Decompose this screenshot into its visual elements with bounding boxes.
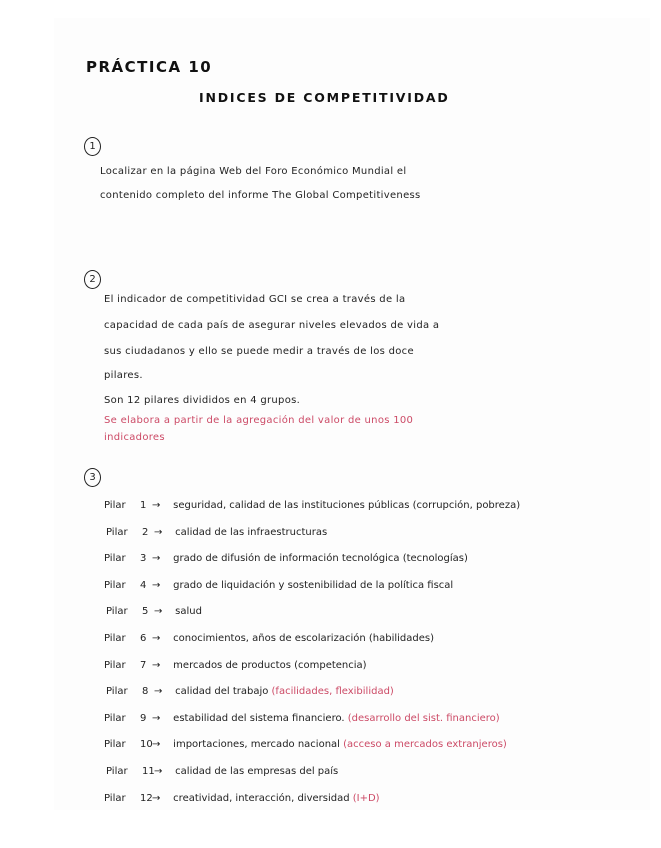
- pillar-row: [106, 606, 202, 617]
- arrow-icon: →: [152, 553, 161, 565]
- pillar-annotation: (corrupción, pobreza): [412, 500, 521, 511]
- pillar-label: Pilar: [104, 659, 126, 671]
- pillar-text: salud: [172, 606, 202, 618]
- pillar-annotation: (facilidades, flexibilidad): [271, 686, 394, 698]
- pillar-label: Pilar: [104, 712, 126, 724]
- pillar-text: mercados de productos: [170, 659, 295, 671]
- arrow-icon: →: [154, 686, 163, 698]
- pillar-number: 12: [140, 792, 153, 804]
- section-1-number: 1: [84, 137, 101, 156]
- arrow-icon: →: [154, 606, 163, 618]
- section-2-note-line-2: indicadores: [104, 432, 165, 443]
- pillar-row: [104, 793, 380, 804]
- pillar-text: calidad de las infraestructuras: [172, 526, 328, 538]
- arrow-icon: →: [152, 579, 161, 591]
- pillar-text: grado de liquidación y sostenibilidad de la política fiscal: [170, 579, 454, 591]
- pillar-row: [106, 766, 338, 777]
- section-1-line-2: contenido completo del informe The Global Competitiveness: [100, 190, 421, 201]
- pillar-number: 3: [140, 553, 147, 565]
- pillar-label: Pilar: [104, 633, 126, 644]
- section-2-note-line-1: Se elabora a partir de la agregación del valor de unos 100: [104, 415, 414, 426]
- pillar-annotation: (desarrollo del sist. financiero): [347, 712, 500, 724]
- pillar-number: 2: [142, 526, 149, 538]
- pillar-number: 6: [140, 633, 147, 644]
- pillar-row: [104, 580, 453, 591]
- pillar-text: importaciones, mercado nacional: [170, 739, 344, 751]
- arrow-icon: →: [154, 526, 163, 538]
- pillar-label: Pilar: [104, 792, 126, 804]
- pillar-row: [106, 686, 394, 697]
- pillar-text: creatividad, interacción, diversidad: [170, 792, 353, 804]
- pillar-label: Pilar: [104, 739, 126, 751]
- pillar-label: Pilar: [104, 579, 126, 591]
- pillar-text: calidad del trabajo: [172, 686, 272, 698]
- arrow-icon: →: [152, 712, 161, 724]
- section-1-line-1: Localizar en la página Web del Foro Económico Mundial el: [100, 166, 407, 177]
- section-2-number: 2: [84, 270, 101, 289]
- page-title: PRÁCTICA 10: [86, 58, 213, 76]
- pillar-annotation: (habilidades): [368, 633, 434, 644]
- pillar-text: grado de difusión de información tecnológica: [170, 553, 403, 565]
- pillar-annotation: (competencia): [294, 659, 367, 671]
- page-subtitle: INDICES DE COMPETITIVIDAD: [199, 90, 450, 105]
- arrow-icon: →: [152, 500, 161, 511]
- pillar-annotation: (tecnologías): [402, 553, 468, 565]
- arrow-icon: →: [154, 766, 163, 777]
- pillar-row: [104, 713, 500, 724]
- pillar-number: 8: [142, 686, 149, 698]
- pillar-row: [104, 553, 468, 564]
- pillar-row: [104, 500, 520, 511]
- pillar-number: 7: [140, 659, 147, 671]
- pillar-row: [104, 739, 507, 750]
- pillar-text: calidad de las empresas del país: [172, 766, 339, 777]
- arrow-icon: →: [152, 659, 161, 671]
- pillar-number: 1: [140, 500, 147, 511]
- pillar-number: 9: [140, 712, 147, 724]
- pillar-label: Pilar: [106, 606, 128, 618]
- pillar-label: Pilar: [106, 686, 128, 698]
- pillar-number: 5: [142, 606, 149, 618]
- notebook-sheet: [54, 18, 650, 810]
- pillar-label: Pilar: [104, 500, 126, 511]
- section-3-number: 3: [84, 468, 101, 487]
- pillar-label: Pilar: [106, 526, 128, 538]
- section-2-line-5: Son 12 pilares divididos en 4 grupos.: [104, 395, 301, 406]
- pillar-text: estabilidad del sistema financiero.: [170, 712, 348, 724]
- pillar-text: conocimientos, años de escolarización: [170, 633, 369, 644]
- pillar-annotation: (acceso a mercados extranjeros): [343, 739, 507, 751]
- arrow-icon: →: [152, 739, 161, 751]
- pillar-number: 11: [142, 766, 155, 777]
- pillar-number: 4: [140, 579, 147, 591]
- pillar-annotation: (I+D): [352, 792, 380, 804]
- arrow-icon: →: [152, 792, 161, 804]
- arrow-icon: →: [152, 633, 161, 644]
- pillar-row: [104, 660, 367, 671]
- section-2-line-3: sus ciudadanos y ello se puede medir a través de los doce: [104, 346, 414, 357]
- section-2-line-2: capacidad de cada país de asegurar niveles elevados de vida a: [104, 320, 440, 331]
- section-2-line-1: El indicador de competitividad GCI se crea a través de la: [104, 294, 406, 305]
- pillar-label: Pilar: [104, 553, 126, 565]
- section-2-line-4: pilares.: [104, 370, 143, 381]
- pillar-text: seguridad, calidad de las instituciones públicas: [170, 500, 413, 511]
- pillar-row: [106, 527, 327, 538]
- pillar-label: Pilar: [106, 766, 128, 777]
- pillar-row: [104, 633, 434, 644]
- pillar-number: 10: [140, 739, 153, 751]
